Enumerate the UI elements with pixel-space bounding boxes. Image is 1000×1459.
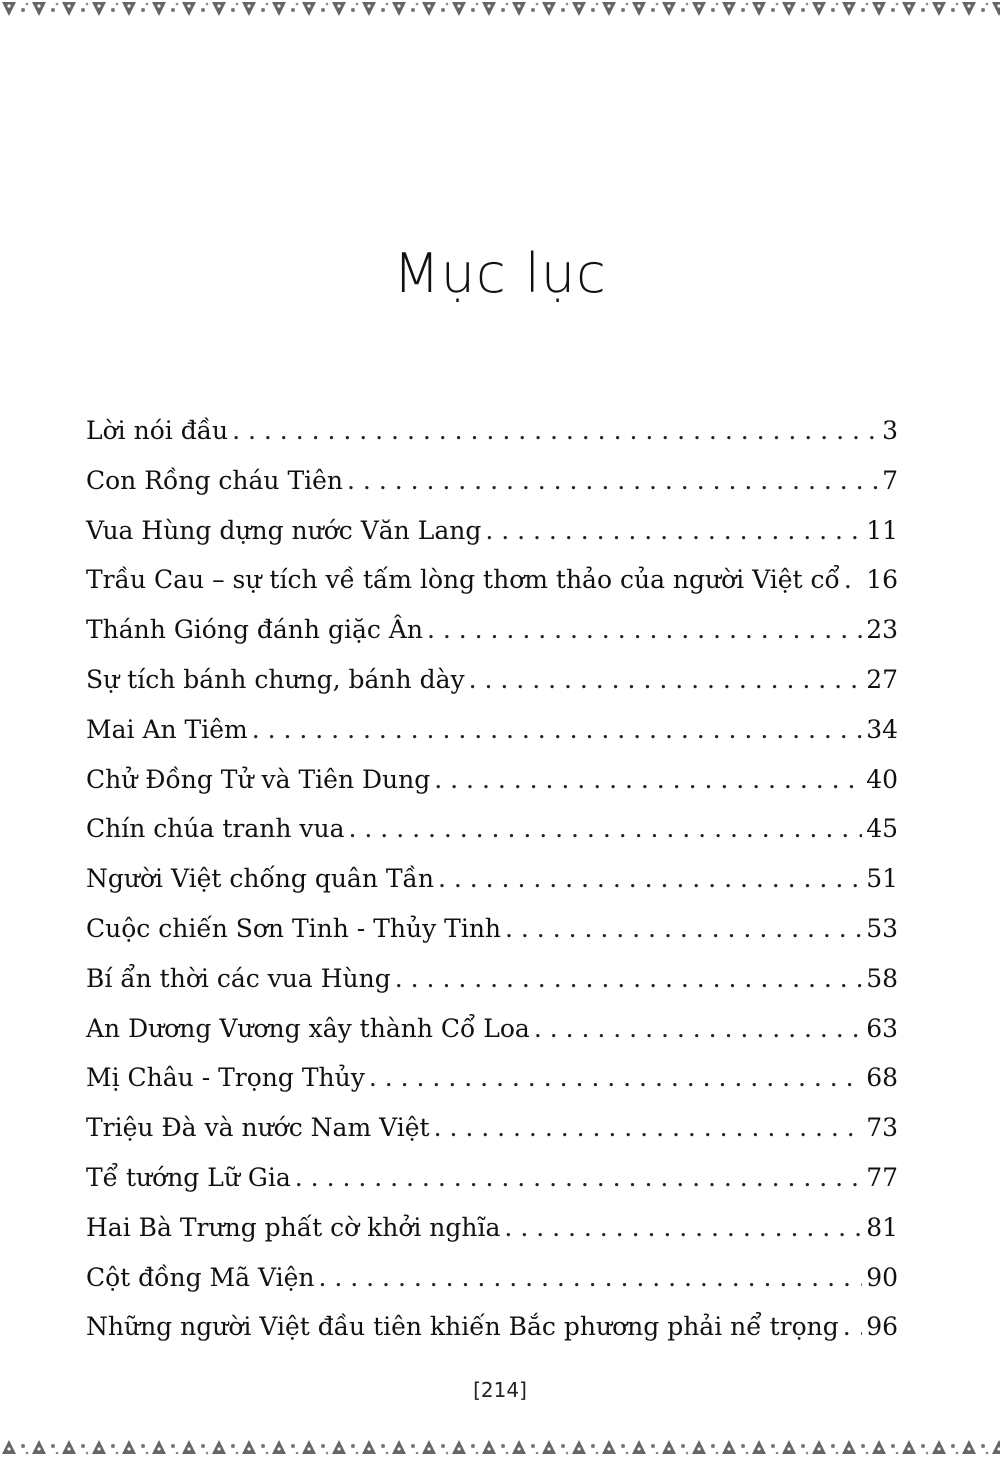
toc-entry-title: Tể tướng Lữ Gia	[86, 1162, 291, 1192]
toc-entry-page: 53	[866, 913, 898, 943]
toc-entry-page: 40	[866, 764, 898, 794]
toc-entry-title: An Dương Vương xây thành Cổ Loa	[86, 1013, 530, 1043]
toc-entry[interactable]	[86, 755, 898, 805]
toc-entry-title: Con Rồng cháu Tiên	[86, 465, 344, 495]
triangle-pattern-bottom	[0, 1434, 1000, 1458]
toc-entry-page: 68	[866, 1063, 898, 1093]
table-of-contents	[86, 406, 898, 1352]
toc-entry[interactable]	[86, 1302, 898, 1352]
toc-entry[interactable]	[86, 1004, 898, 1054]
toc-entry-page: 96	[866, 1312, 898, 1342]
toc-entry[interactable]	[86, 1103, 898, 1153]
toc-entry-page: 27	[866, 664, 898, 694]
dot-leader	[347, 456, 878, 506]
toc-entry[interactable]	[86, 1253, 898, 1303]
toc-entry-title: Thánh Gióng đánh giặc Ân	[86, 615, 423, 645]
toc-entry-page: 73	[866, 1113, 898, 1143]
toc-entry-page: 11	[866, 515, 898, 545]
dot-leader	[369, 1053, 862, 1103]
toc-entry-title: Sự tích bánh chưng, bánh dày	[86, 664, 465, 694]
toc-entry[interactable]	[86, 555, 898, 605]
toc-entry[interactable]	[86, 1053, 898, 1103]
toc-entry[interactable]	[86, 506, 898, 556]
toc-entry-title: Chín chúa tranh vua	[86, 814, 345, 844]
toc-entry-page: 90	[866, 1262, 898, 1292]
dot-leader	[232, 406, 878, 456]
toc-entry-page: 45	[866, 814, 898, 844]
page-title: Mục lục	[393, 242, 607, 305]
dot-leader	[485, 506, 862, 556]
dot-leader	[252, 705, 862, 755]
dot-leader	[395, 954, 862, 1004]
toc-entry-title: Hai Bà Trưng phất cờ khởi nghĩa	[86, 1212, 501, 1242]
triangle-pattern-top	[0, 0, 1000, 24]
toc-entry-title: Mai An Tiêm	[86, 714, 248, 744]
toc-entry[interactable]	[86, 456, 898, 506]
toc-entry-page: 63	[866, 1013, 898, 1043]
dot-leader	[504, 1203, 862, 1253]
dot-leader	[349, 804, 863, 854]
dot-leader	[469, 655, 863, 705]
toc-entry-page: 58	[866, 963, 898, 993]
toc-entry-title: Cuộc chiến Sơn Tinh - Thủy Tinh	[86, 913, 502, 943]
dot-leader	[844, 555, 862, 605]
dot-leader	[318, 1253, 862, 1303]
toc-entry-title: Lời nói đầu	[86, 416, 229, 445]
dot-leader	[534, 1004, 862, 1054]
toc-entry-title: Chử Đồng Tử và Tiên Dung	[86, 764, 431, 794]
toc-entry-page: 7	[882, 465, 898, 495]
toc-entry-title: Trầu Cau – sự tích về tấm lòng thơm thảo của người Việt cổ	[86, 565, 840, 595]
toc-entry[interactable]	[86, 854, 898, 904]
toc-entry[interactable]	[86, 406, 898, 456]
toc-entry[interactable]	[86, 904, 898, 954]
toc-entry-page: 23	[866, 615, 898, 645]
dot-leader	[505, 904, 862, 954]
dot-leader	[434, 755, 862, 805]
toc-entry[interactable]	[86, 954, 898, 1004]
top-decorative-border	[0, 0, 1000, 24]
toc-entry[interactable]	[86, 1203, 898, 1253]
toc-entry-title: Bí ẩn thời các vua Hùng	[86, 963, 391, 993]
toc-entry-page: 34	[866, 714, 898, 744]
toc-entry-page: 3	[882, 416, 898, 445]
toc-entry[interactable]	[86, 1153, 898, 1203]
toc-entry-page: 81	[866, 1212, 898, 1242]
toc-entry-title: Cột đồng Mã Viện	[86, 1262, 315, 1292]
bottom-decorative-border	[0, 1434, 1000, 1458]
toc-entry-page: 77	[866, 1162, 898, 1192]
toc-entry[interactable]	[86, 804, 898, 854]
toc-entry[interactable]	[86, 655, 898, 705]
toc-entry[interactable]	[86, 605, 898, 655]
page-number: [214]	[473, 1378, 527, 1402]
toc-entry-page: 51	[866, 864, 898, 894]
toc-entry-title: Vua Hùng dựng nước Văn Lang	[86, 515, 482, 545]
dot-leader	[843, 1302, 862, 1352]
toc-entry-title: Người Việt chống quân Tần	[86, 864, 434, 894]
toc-entry[interactable]	[86, 705, 898, 755]
dot-leader	[295, 1153, 862, 1203]
dot-leader	[427, 605, 862, 655]
toc-entry-title: Mị Châu - Trọng Thủy	[86, 1063, 365, 1093]
toc-entry-title: Triệu Đà và nước Nam Việt	[86, 1113, 430, 1143]
toc-entry-title: Những người Việt đầu tiên khiến Bắc phương phải nể trọng	[86, 1312, 839, 1342]
dot-leader	[434, 1103, 863, 1153]
toc-entry-page: 16	[866, 565, 898, 595]
dot-leader	[438, 854, 862, 904]
